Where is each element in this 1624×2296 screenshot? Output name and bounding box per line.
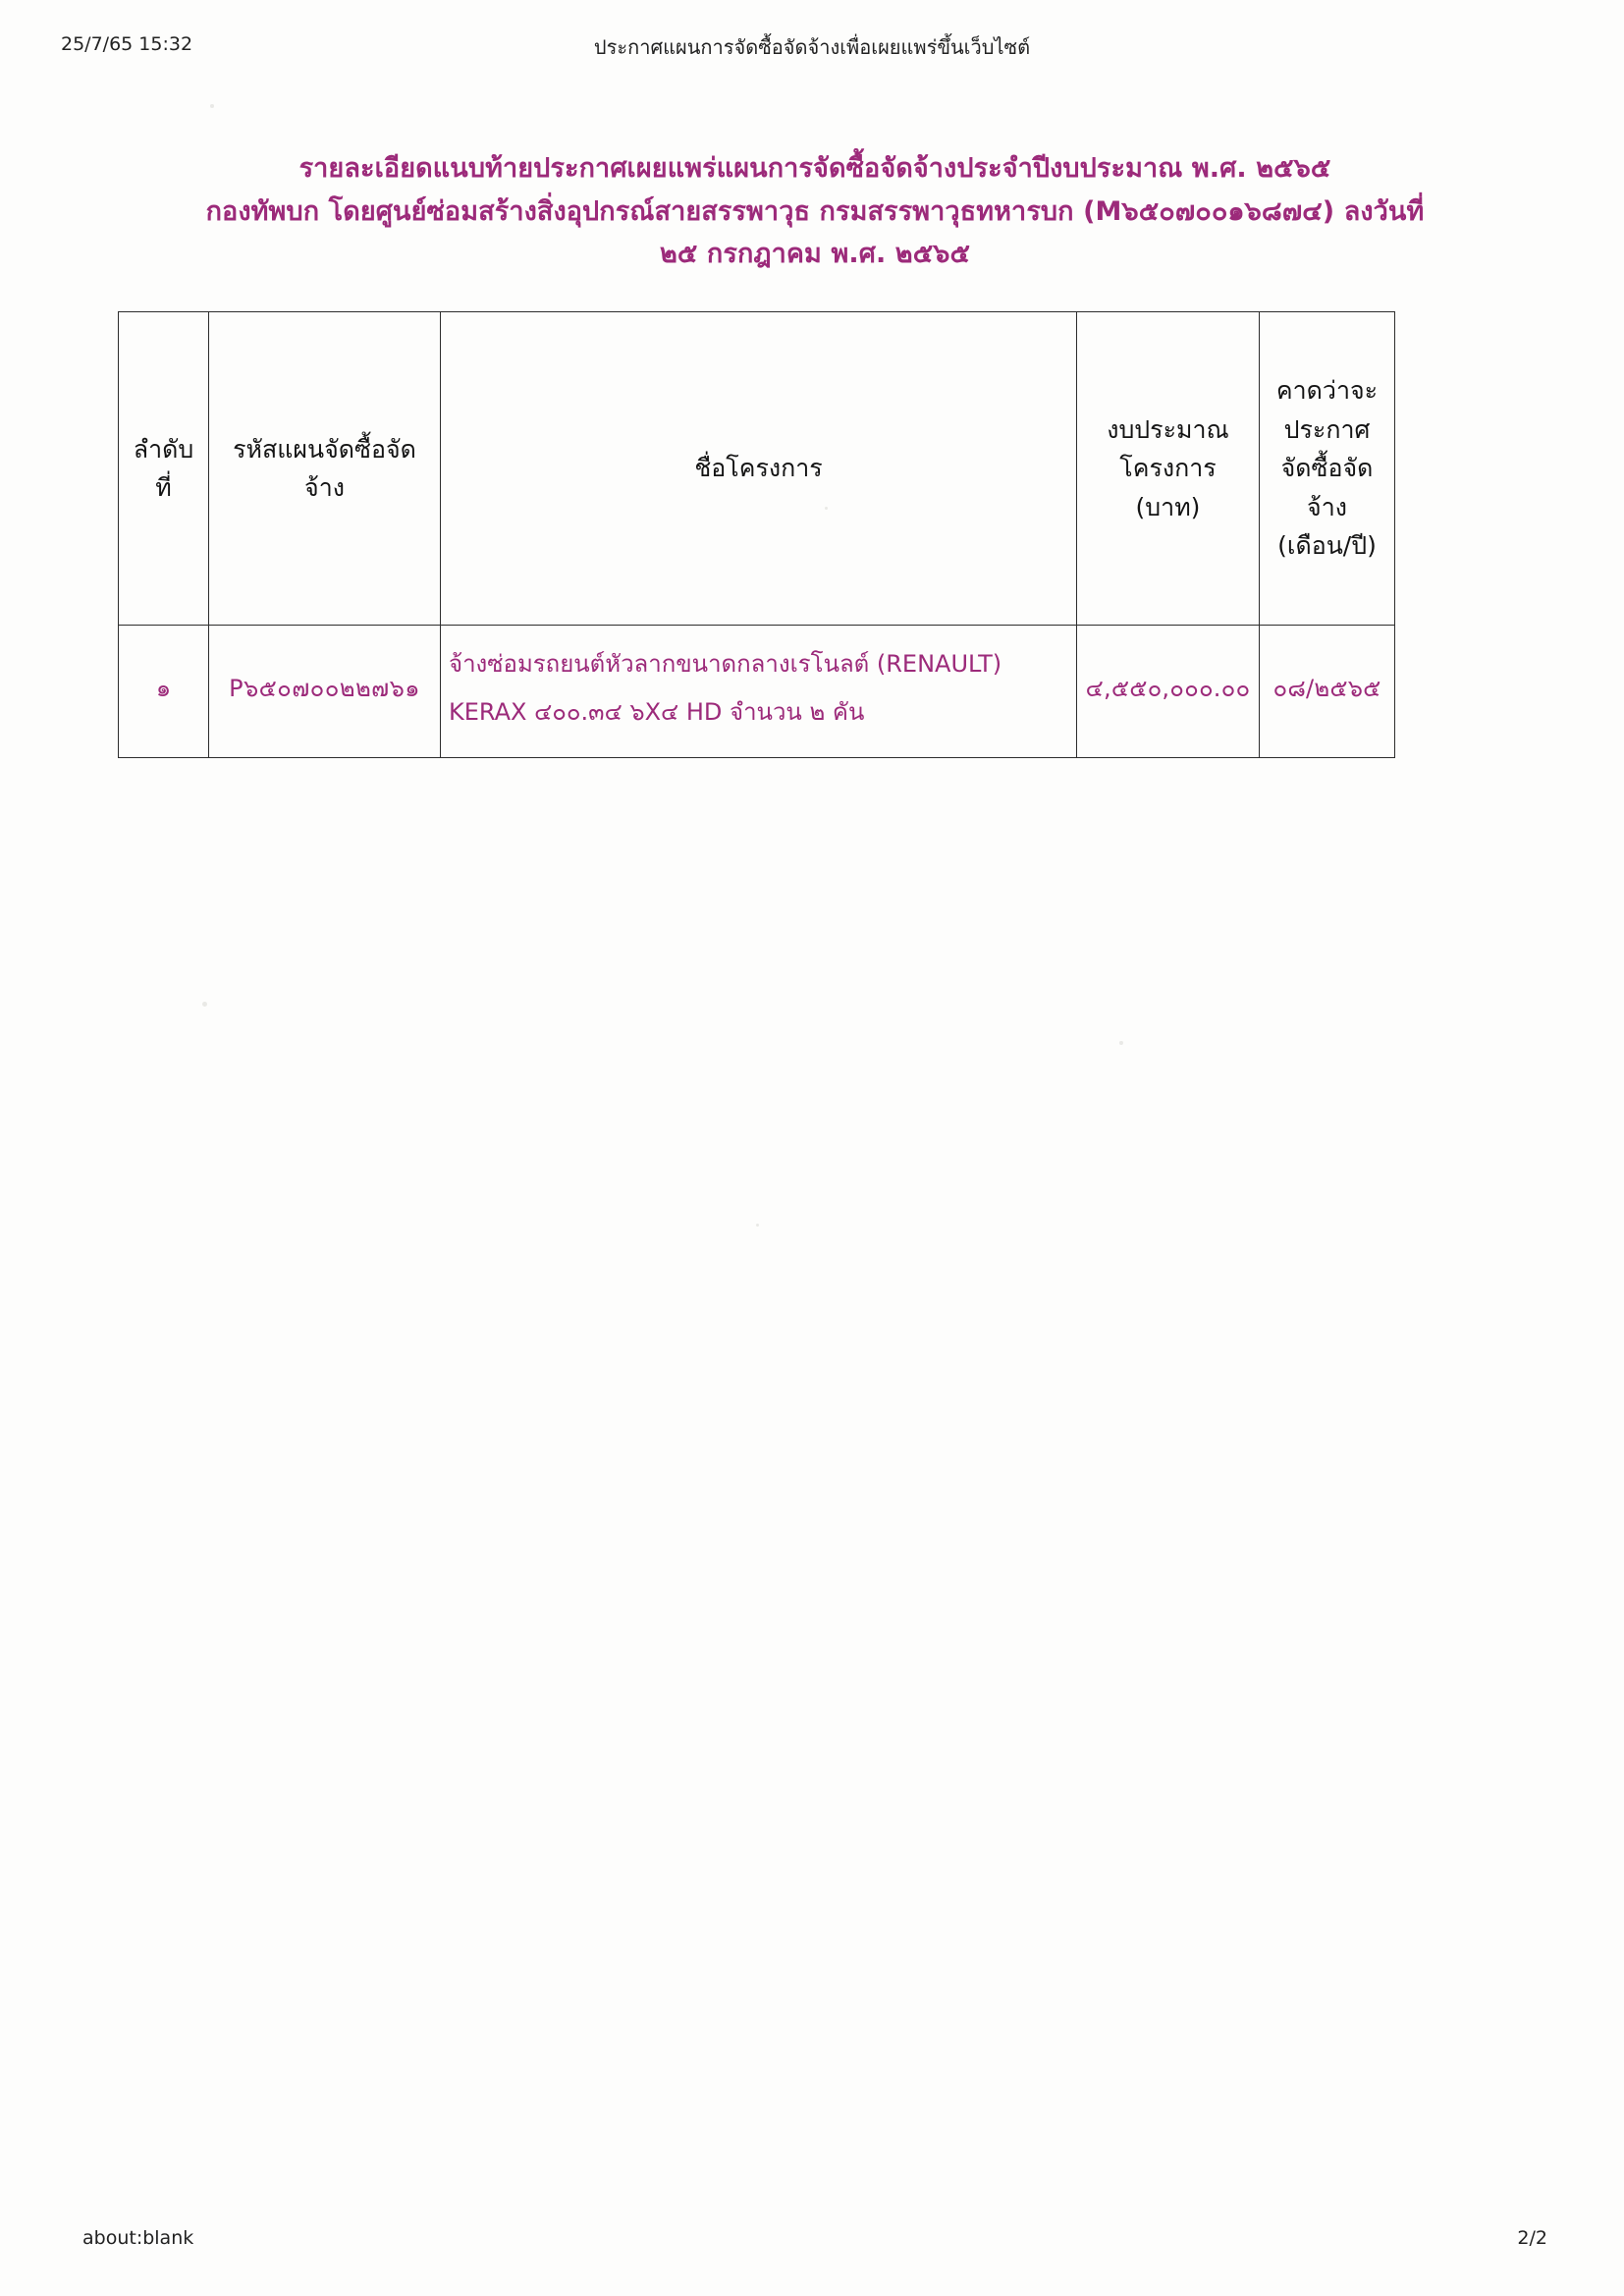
document-title-block xyxy=(118,147,1512,276)
column-header-expected-line-4: จ้าง xyxy=(1307,492,1347,521)
column-header-code-line-2: จ้าง xyxy=(304,473,345,503)
column-header-no xyxy=(119,312,209,626)
print-footer-page-number: 2/2 xyxy=(1517,2227,1547,2249)
scan-speck xyxy=(210,104,214,108)
column-header-budget-line-1: งบประมาณ xyxy=(1107,414,1229,444)
column-header-code-line-1: รหัสแผนจัดซื้อจัด xyxy=(233,434,416,464)
cell-project-name-line-2: KERAX ๔๐๐.๓๔ ๖X๔ HD จำนวน ๒ คัน xyxy=(449,698,865,727)
cell-expected-date: ๐๘/๒๕๖๕ xyxy=(1260,626,1395,758)
cell-no: ๑ xyxy=(119,626,209,758)
print-footer xyxy=(0,2227,1624,2251)
column-header-no-line-2: ที่ xyxy=(155,473,172,503)
print-footer-url: about:blank xyxy=(82,2227,194,2249)
document-body xyxy=(118,147,1512,758)
print-header-timestamp: 25/7/65 15:32 xyxy=(61,33,193,55)
column-header-expected-line-3: จัดซื้อจัด xyxy=(1280,454,1374,483)
cell-budget: ๔,๕๕๐,๐๐๐.๐๐ xyxy=(1077,626,1260,758)
column-header-expected-line-2: ประกาศ xyxy=(1283,414,1371,444)
print-header xyxy=(0,33,1624,57)
table-header-row xyxy=(119,312,1395,626)
cell-project-name xyxy=(441,626,1077,758)
scan-speck xyxy=(202,1002,207,1007)
column-header-project-name-line-1: ชื่อโครงการ xyxy=(694,454,823,483)
column-header-expected-line-1: คาดว่าจะ xyxy=(1275,376,1379,406)
column-header-code xyxy=(209,312,441,626)
document-title-line-3: ๒๕ กรกฎาคม พ.ศ. ๒๕๖๕ xyxy=(659,239,971,270)
document-title-line-2: กองทัพบก โดยศูนย์ซ่อมสร้างสิ่งอุปกรณ์สายสรรพาวุธ กรมสรรพาวุธทหารบก (M๖๕๐๗๐๐๑๖๘๗๔) ลงวันที่ xyxy=(205,195,1425,227)
procurement-plan-table-wrapper xyxy=(118,311,1394,758)
column-header-budget-line-2: โครงการ xyxy=(1119,454,1217,483)
column-header-budget-line-3: (บาท) xyxy=(1135,492,1201,521)
table-row xyxy=(119,626,1395,758)
scan-speck xyxy=(756,1224,759,1227)
column-header-no-line-1: ลำดับ xyxy=(133,434,194,464)
cell-plan-code: P๖๕๐๗๐๐๒๒๗๖๑ xyxy=(209,626,441,758)
column-header-project-name xyxy=(441,312,1077,626)
scan-speck xyxy=(1119,1041,1123,1045)
column-header-budget xyxy=(1077,312,1260,626)
procurement-plan-table xyxy=(118,311,1395,758)
cell-project-name-line-1: จ้างซ่อมรถยนต์หัวลากขนาดกลางเรโนลต์ (RENAULT) xyxy=(449,650,1002,679)
column-header-expected-line-5: (เดือน/ปี) xyxy=(1277,531,1377,561)
print-header-title: ประกาศแผนการจัดซื้อจัดจ้างเพื่อเผยแพร่ขึ้นเว็บไซต์ xyxy=(593,35,1031,59)
document-title-line-1: รายละเอียดแนบท้ายประกาศเผยแพร่แผนการจัดซื้อจัดจ้างประจำปีงบประมาณ พ.ศ. ๒๕๖๕ xyxy=(298,153,1331,184)
column-header-expected-date xyxy=(1260,312,1395,626)
